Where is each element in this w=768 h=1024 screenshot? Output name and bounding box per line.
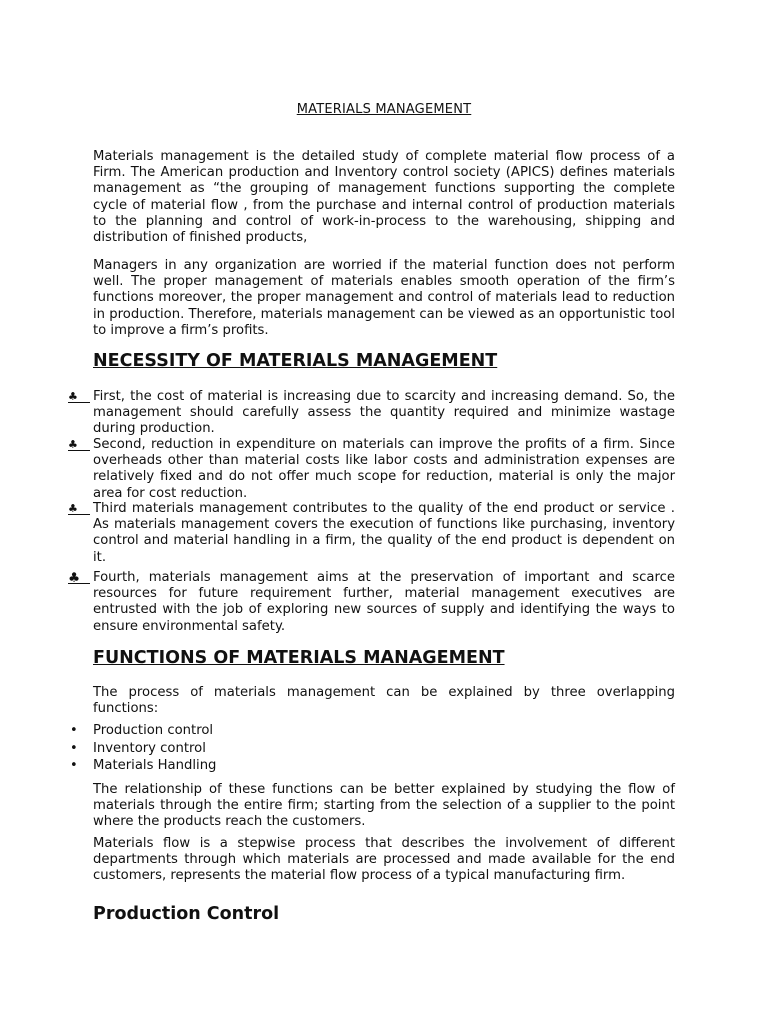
intro-paragraph-2: Managers in any organization are worried if the material function does not perform well. The proper management of materials enables smooth operation of the firm’s functions moreover, the proper management and control of materials lead to reduction in production. Therefore, materials management can be viewed as an opportunistic tool to improve a firm’s profits. [93, 258, 675, 338]
necessity-item-2 [68, 437, 675, 502]
club-bullet-icon: ♣ [68, 389, 90, 403]
list-item: • Materials Handling [70, 757, 670, 775]
functions-paragraph-2: Materials flow is a stepwise process that describes the involvement of different departments through which materials are processed and made available for the end customers, represents the material flow process of a typical manufacturing firm. [93, 836, 675, 884]
necessity-item-4 [68, 570, 675, 635]
functions-heading: FUNCTIONS OF MATERIALS MANAGEMENT [93, 648, 505, 668]
functions-intro: The process of materials management can be explained by three overlapping functions: [93, 685, 675, 717]
club-bullet-icon: ♣ [68, 437, 90, 451]
club-bullet-icon: ♣ [68, 570, 90, 584]
list-item: • Production control [70, 722, 670, 740]
necessity-heading: NECESSITY OF MATERIALS MANAGEMENT [93, 351, 498, 371]
necessity-item-text: First, the cost of material is increasing due to scarcity and increasing demand. So, the management should carefully assess the quantity required and minimize wastage during production. [93, 389, 675, 437]
necessity-item-text: Fourth, materials management aims at the preservation of important and scarce resources for future requirement further, material management executives are entrusted with the job of exploring new sources of supply and identifying the ways to ensure environmental safety. [93, 570, 675, 634]
functions-paragraph-1: The relationship of these functions can be better explained by studying the flow of materials through the entire firm; starting from the selection of a supplier to the point where the products reach the customers. [93, 782, 675, 830]
intro-paragraph-1: Materials management is the detailed study of complete material flow process of a Firm. The American production and Inventory control society (APICS) defines materials management as “the grouping of management functions supporting the complete cycle of material flow , from the purchase and internal control of production materials to the planning and control of work-in-process to the warehousing, shipping and distribution of finished products, [93, 149, 675, 246]
functions-list [70, 722, 670, 775]
necessity-item-text: Second, reduction in expenditure on materials can improve the profits of a firm. Since overheads other than material costs like labor costs and administration expenses are relatively fixed and do not offer much scope for reduction, material is only the major area for cost reduction. [93, 437, 675, 501]
necessity-item-1 [68, 389, 675, 438]
production-control-heading: Production Control [93, 904, 280, 924]
document-title: MATERIALS MANAGEMENT [296, 102, 472, 117]
list-item: • Inventory control [70, 740, 670, 758]
necessity-item-text: Third materials management contributes to the quality of the end product or service . As materials management covers the execution of functions like purchasing, inventory control and material handling in a firm, the quality of the end product is dependent on it. [93, 501, 675, 565]
necessity-item-3 [68, 501, 675, 566]
club-bullet-icon: ♣ [68, 501, 90, 515]
